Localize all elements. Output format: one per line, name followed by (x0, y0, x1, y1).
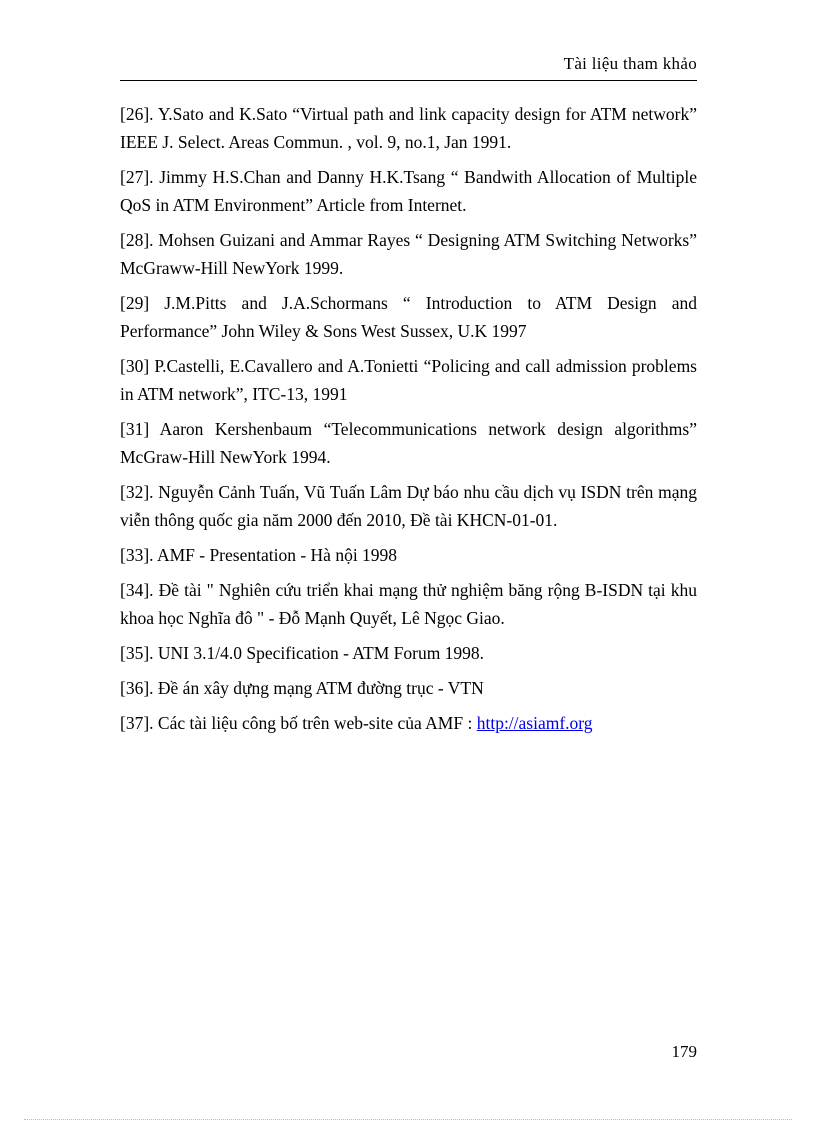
reference-item: [36]. Đề án xây dựng mạng ATM đường trục - VTN (120, 678, 484, 698)
reference-item: [33]. AMF - Presentation - Hà nội 1998 (120, 545, 398, 565)
reference-item-with-link (120, 709, 697, 737)
reference-item: [35]. UNI 3.1/4.0 Specification - ATM Forum 1998. (120, 643, 485, 663)
reference-item: [28]. Mohsen Guizani and Ammar Rayes “ Designing ATM Switching Networks” McGraww-Hill NewYork 1999. (120, 230, 697, 278)
reference-text: [37]. Các tài liệu công bố trên web-site của AMF : (120, 713, 477, 733)
reference-item: [32]. Nguyễn Cảnh Tuấn, Vũ Tuấn Lâm Dự báo nhu cầu dịch vụ ISDN trên mạng viễn thông quốc gia năm 2000 đến 2010, Đề tài KHCN-01-01. (120, 482, 697, 530)
reference-item: [34]. Đề tài " Nghiên cứu triển khai mạng thử nghiệm băng rộng B-ISDN tại khu khoa học Nghĩa đô " - Đỗ Mạnh Quyết, Lê Ngọc Giao. (120, 580, 697, 628)
reference-list (120, 100, 697, 744)
page-number: 179 (671, 1042, 697, 1061)
page-header (120, 52, 697, 81)
asiamf-link[interactable]: http://asiamf.org (476, 713, 593, 733)
page-bottom-divider (24, 1119, 792, 1120)
reference-item: [29] J.M.Pitts and J.A.Schormans “ Introduction to ATM Design and Performance” John Wiley & Sons West Sussex, U.K 1997 (120, 293, 697, 341)
reference-item: [30] P.Castelli, E.Cavallero and A.Tonietti “Policing and call admission problems in ATM network”, ITC-13, 1991 (120, 356, 697, 404)
reference-item: [27]. Jimmy H.S.Chan and Danny H.K.Tsang “ Bandwith Allocation of Multiple QoS in ATM Environment” Article from Internet. (120, 167, 697, 215)
reference-item: [31] Aaron Kershenbaum “Telecommunications network design algorithms” McGraw-Hill NewYork 1994. (120, 419, 697, 467)
reference-item: [26]. Y.Sato and K.Sato “Virtual path and link capacity design for ATM network” IEEE J. Select. Areas Commun. , vol. 9, no.1, Jan 1991. (120, 104, 697, 152)
header-title: Tài liệu tham khảo (563, 54, 697, 73)
